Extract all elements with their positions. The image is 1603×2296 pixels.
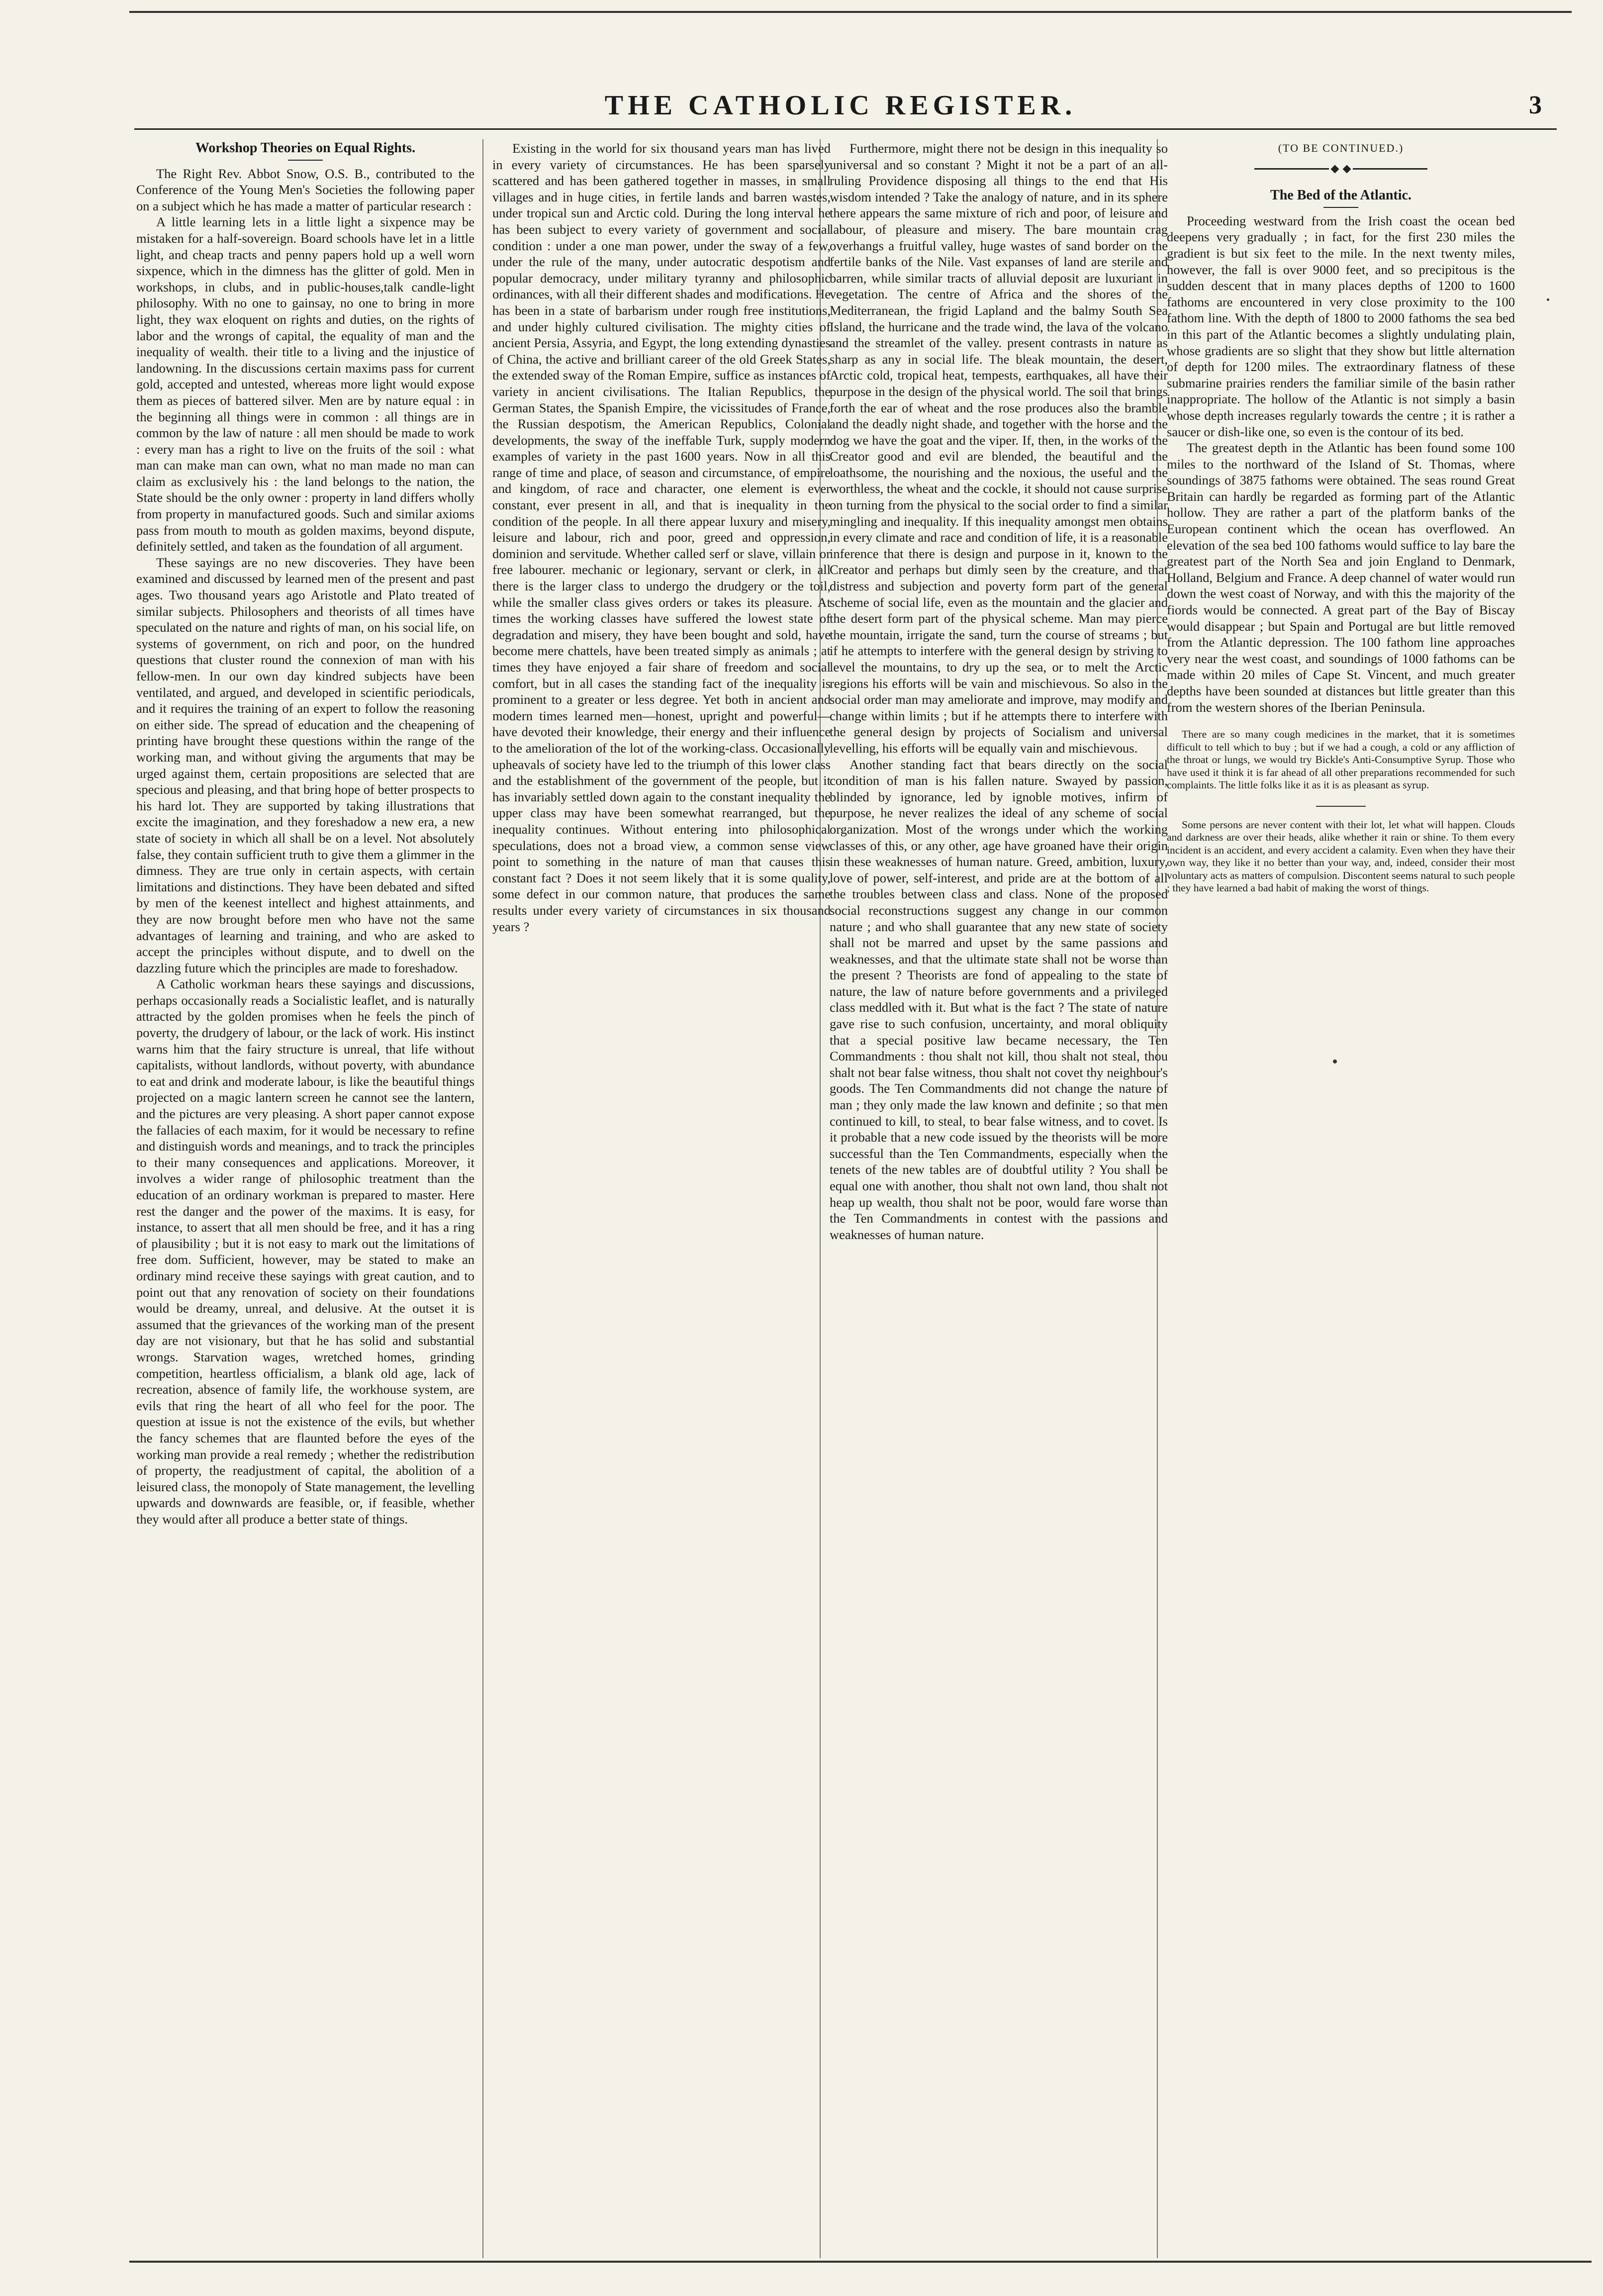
page-number: 3 xyxy=(1529,91,1542,119)
notice-cough-syrup xyxy=(1167,728,1515,792)
article-title: Workshop Theories on Equal Rights. xyxy=(195,140,416,156)
masthead xyxy=(129,90,1552,129)
section-ornament xyxy=(1167,160,1515,176)
notice-text: Some persons are never content with their lot, let what will happen. Clouds and darkness are over their heads, alike whether it rain or shine. To them every incident is an accident, and every accident a calamity. Even when they have their own way, they like it no better than your way, and, indeed, consider their most voluntary acts as matters of compulsion. Discontent seems natural to such people ; they have learned a bad habit of making the worst of things. xyxy=(1167,818,1515,894)
article-paragraph: Another standing fact that bears directly on the social condition of man is his fallen nature. Swayed by passion, blinded by ignorance, led by ignoble motives, infirm of purpose, he never realizes the ideal of any scheme of social organization. Most of the wrongs under which the working classes of this, or any other, age have groaned have their origin in these weaknesses of human nature. Greed, ambition, luxury, love of power, self-interest, and pride are at the bottom of all the troubles between class and class. None of the proposed social reconstructions suggest any change in our common nature ; and who shall guarantee that any new state of society shall not be marred and upset by the same passions and weaknesses, and that the ultimate state shall not be worse than the present ? Theorists are fond of appealing to the state of nature, the law of nature before governments and a privileged class meddled with it. But what is the fact ? The state of nature gave rise to such confusion, uncertainty, and moral obliquity that a special positive law became necessary, the Ten Commandments : thou shalt not kill, thou shalt not steal, thou shalt not bear false witness, thou shalt not covet thy neighbour's goods. The Ten Commandments did not change the nature of man ; they only made the law known and definite ; so that men continued to kill, to steal, to bear false witness, and to covet. Is it probable that a new code issued by the theorists will be more successful than the Ten Commandments, especially when the tenets of the new tables are of doubtful utility ? You shall be equal one with another, thou shalt not own land, thou shalt not heap up wealth, thou shalt not be poor, would fare worse than the Ten Commandments in contest with the passions and weaknesses of human nature. xyxy=(830,757,1168,1242)
column-divider xyxy=(482,139,483,2258)
title-dash xyxy=(1323,207,1358,208)
top-rule xyxy=(129,11,1572,13)
column-4 xyxy=(1167,140,1515,2254)
notice-text: There are so many cough medicines in the market, that it is sometimes difficult to tell which to buy ; but if we had a cough, a cold or any affliction of the throat or lungs, we would try Bickle's Anti-Consumptive Syrup. Those who have used it think it is far ahead of all other preparations recommended for such complaints. The little folks like it as it is as pleasant as syrup. xyxy=(1167,728,1515,791)
article-paragraph: The greatest depth in the Atlantic has been found some 100 miles to the northward of the Island of St. Thomas, where soundings of 3875 fathoms were obtained. The seas round Great Britain can hardly be regarded as forming part of the Atlantic hollow. They are rather a part of the platform banks of the European continent which the ocean has overflowed. An elevation of the sea bed 100 fathoms would suffice to lay bare the greatest part of the North Sea and join England to Denmark, Holland, Belgium and France. A deep channel of water would run down the west coast of Norway, and with this the majority of the fiords would be connected. A great part of the Bay of Biscay would disappear ; but Spain and Portugal are but little removed from the Atlantic depression. The 100 fathom line approaches very near the west coast, and soundings of 1000 fathoms can be made within 20 miles of Cape St. Vincent, and much greater depths have been sounded at distances but little greater than this from the western shores of the Iberian Peninsula. xyxy=(1167,440,1515,715)
column-3 xyxy=(830,140,1168,2254)
header-rule xyxy=(134,128,1557,130)
article-paragraph: These sayings are no new discoveries. They have been examined and discussed by learned men of the present and past ages. Two thousand years ago Aristotle and Plato treated of similar subjects. Philosophers and theorists of all times have speculated on the nature and rights of man, on his social life, on systems of government, on rich and poor, on the hundred questions that cluster round the connexion of man with his fellow-men. In our own day kindred subjects have been ventilated, and argued, and developed in scientific periodicals, and it requires the training of an expert to follow the reasoning on either side. The spread of education and the cheapening of printing have brought these questions within the range of the working man, and without giving the arguments that may be urged against them, certain propositions are selected that are specious and pleasing, and that bring hope of better prospects to his hard lot. They are supported by taking illustrations that excite the imagination, and they foreshadow a new era, a new state of society in which all shall be on a level. Not absolutely false, they contain sufficient truth to give them a glimmer in the dimness. They are true only in certain aspects, with certain limitations and distinctions. They have been debated and sifted by men of the keenest intellect and highest attainments, and they are now brought before men who have not the same advantages of learning and training, and who are asked to accept the principles without dispute, and to dwell on the dazzling future which the principles are made to foreshadow. xyxy=(136,555,474,975)
article-paragraph: A little learning lets in a little light a sixpence may be mistaken for a half-sovereign. Board schools have let in a little light, and cheap tracts and penny papers hold up a well worn sixpence, which in the dimness has the glitter of gold. Men in workshops, in clubs, and in public-houses,talk candle-light philosophy. With no one to gainsay, no one to bring in more light, they wax eloquent on rights and duties, on the rights of labor and the wrongs of capital, the equality of man and the inequality of wealth. their title to a living and the injustice of landowning. In the discussions certain maxims pass for current gold, accepted and untested, whereas more light would expose them as pieces of battered silver. Men are by nature equal : in the beginning all things were in common : all things are in common by the law of nature : all men should be made to work : every man has a right to live on the fruits of the soil : what man can make man can own, what no man made no man can claim as exclusively his : the land belongs to the nation, the State should be the only owner : property in land differs wholly from property in manufactured goods. Such and similar axioms pass from mouth to mouth as golden maxims, beyond dispute, definitely settled, and taken as the foundation of all argument. xyxy=(136,214,474,554)
newspaper-title: THE CATHOLIC REGISTER. xyxy=(604,90,1077,121)
title-dash xyxy=(288,160,323,161)
article-paragraph: A Catholic workman hears these sayings and discussions, perhaps occasionally reads a Socialistic leaflet, and is naturally attracted by the golden promises when he feels the pinch of poverty, the drudgery of labour, or the lack of work. His instinct warns him that the fairy structure is unreal, that life without capitalists, without landlords, without poverty, with abundance to eat and drink and moderate labour, is like the beautiful things projected on a magic lantern screen he cannot see the lantern, and the pictures are very pleasing. A short paper cannot expose the fallacies of each maxim, for it would be necessary to refine and distinguish words and meanings, and to track the principles to their many consequences and applications. Moreover, it involves a wider range of philosophic treatment than the education of an ordinary workman is prepared to master. Here rest the danger and the power of the maxims. It is easy, for instance, to assert that all men should be free, and it has a ring of plausibility ; but it is not easy to mark out the limitations of free dom. Sufficient, however, may be stated to make an ordinary mind receive these sayings with great caution, and to point out that any renovation of society on their foundations would be dreamy, unreal, and delusive. At the outset it is assumed that the grievances of the working man of the present day are not visionary, but that he has solid and substantial wrongs. Starvation wages, wretched homes, grinding competition, heartless officialism, a blank old age, lack of recreation, absence of family life, the workhouse system, are evils that ring the heart of all who feel for the poor. The question at issue is not the existence of the evils, but whether the fancy schemes that are flaunted before the eyes of the working man provide a real remedy ; whether the redistribution of property, the readjustment of capital, the abolition of a leisured class, the monopoly of State management, the levelling upwards and downwards are feasible, or, if feasible, whether they would after all produce a better state of things. xyxy=(136,976,474,1527)
column-2 xyxy=(492,140,831,2254)
article-paragraph: The Right Rev. Abbot Snow, O.S. B., contributed to the Conference of the Young Men's Societies the following paper on a subject which he has made a matter of particular research : xyxy=(136,166,474,213)
bottom-rule xyxy=(129,2261,1592,2263)
article-paragraph: Proceeding westward from the Irish coast the ocean bed deepens very gradually ; in fact, for the first 230 miles the gradient is but six feet to the mile. In the next twenty miles, however, the fall is over 9000 feet, and so precipitous is the sudden descent that in many places depths of 1200 to 1600 fathoms are encountered in very close proximity to the 100 fathom line. With the depth of 1800 to 2000 fathoms the sea bed in this part of the Atlantic becomes a slightly undulating plain, whose gradients are so slight that they show but little alternation of depth for 1200 miles. The extraordinary flatness of these submarine prairies renders the familiar simile of the basin rather inappropriate. The hollow of the Atlantic is not simply a basin whose depth increases regularly towards the centre ; it is rather a saucer or dish-like one, so even is the contour of its bed. xyxy=(1167,213,1515,439)
continued-note: (TO BE CONTINUED.) xyxy=(1278,142,1404,154)
print-speck xyxy=(1333,1059,1337,1063)
print-speck xyxy=(1547,298,1549,301)
notice-separator xyxy=(1316,806,1366,807)
article-title: The Bed of the Atlantic. xyxy=(1270,188,1412,203)
notice-discontent xyxy=(1167,819,1515,895)
article-paragraph: Furthermore, might there not be design in this inequality so universal and so constant ? Might it not be a part of an all-ruling Providence disposing all things to the end that His wisdom intended ? Take the analogy of nature, and in its sphere there appears the same mixture of rich and poor, of leisure and labour, of pleasure and misery. The bare mountain crag overhangs a fruitful valley, huge wastes of sand border on the fertile banks of the Nile. Vast expanses of land are sterile and barren, while similar tracts of alluvial deposit are luxuriant in vegetation. The centre of Africa and the shores of the Mediterranean, the frigid Lapland and the balmy South Sea Island, the hurricane and the trade wind, the lava of the volcano and the streamlet of the valley. present contrasts in nature as sharp as any in social life. The bleak mountain, the desert, Arctic cold, tropical heat, tempests, earthquakes, all have their purpose in the design of the physical world. The soil that brings forth the ear of wheat and the rose produces also the bramble and the deadly night shade, and together with the horse and the dog we have the goat and the viper. If, then, in the works of the Creator good and evil are blended, the beautiful and the loathsome, the nourishing and the noxious, the useful and the worthless, the wheat and the cockle, it should not cause surprise on turning from the physical to the social order to find a similar mingling and inequality. If this inequality amongst men obtains in every climate and race and condition of life, it is a reasonable inference that there is design and purpose in it, known to the Creator and perhaps but dimly seen by the creature, and that distress and subjection and poverty form part of the general scheme of social life, even as the mountain and the glacier and the desert form part of the physical scheme. Man may pierce the mountain, irrigate the sand, turn the course of streams ; but if he attempts to interfere with the general design by striving to level the mountains, to dry up the sea, or to melt the Arctic regions his efforts will be vain and mischievous. So also in the social order man may ameliorate and improve, may modify and change within limits ; but if he attempts there to interfere with the general design by projects of Socialism and universal levelling, his efforts will be equally vain and mischievous. xyxy=(830,141,1168,756)
column-1 xyxy=(136,140,474,2254)
article-paragraph: Existing in the world for six thousand years man has lived in every variety of circumstances. He has been sparsely scattered and has been gathered together in masses, in small villages and in huge cities, in fertile lands and barren wastes, under tropical sun and Arctic cold. During the long interval he has been subject to every variety of government and social condition : under a one man power, under the sway of a few, under the rule of the many, under autocratic despotism and popular democracy, under military tyranny and philosophic ordinances, with all their different shades and modifications. He has been in a state of barbarism under rough free institutions, and under highly cultured civilisation. The mighty cities of ancient Persia, Assyria, and Egypt, the long extending dynasties of China, the active and brilliant career of the old Greek States, the extended sway of the Roman Empire, suffice as instances of variety in ancient civilisations. The Italian Republics, the German States, the Spanish Empire, the vicissitudes of France, the Russian despotism, the American Republics, Colonial developments, the sway of the ineffable Turk, supply modern examples of variety in the past 1600 years. Now in all this range of time and place, of season and circumstance, of empire and kingdom, of race and character, one element is ever constant, ever present in all, and that is inequality in the condition of the people. In all there appear luxury and misery, leisure and labour, rich and poor, greed and oppression, dominion and servitude. Whether called serf or slave, villain or free labourer. mechanic or legionary, servant or clerk, in all there is the larger class to undergo the drudgery or the toil, while the smaller class gives orders or takes its pleasure. At times the working classes have suffered the lowest state of degradation and misery, they have been bought and sold, have become mere chattels, have been treated simply as animals ; at times they have enjoyed a fair share of freedom and social comfort, but in all cases the standing fact of the inequality is prominent to a greater or less degree. Yet both in ancient and modern times learned men—honest, upright and powerful—have devoted their knowledge, their energy and their influence to the amelioration of the lot of the working-class. Occasionally upheavals of society have led to the triumph of this lower class and the establishment of the government of the people, but it has invariably settled down again to the constant inequality the upper class may have been somewhat rearranged, but the inequality continues. Without entering into philosophical speculations, does not a broad view, a common sense view point to something in the nature of man that causes this constant fact ? Does it not seem likely that it is some quality, some defect in our common nature, that produces the same results under every variety of circumstances in six thousand years ? xyxy=(492,141,831,934)
